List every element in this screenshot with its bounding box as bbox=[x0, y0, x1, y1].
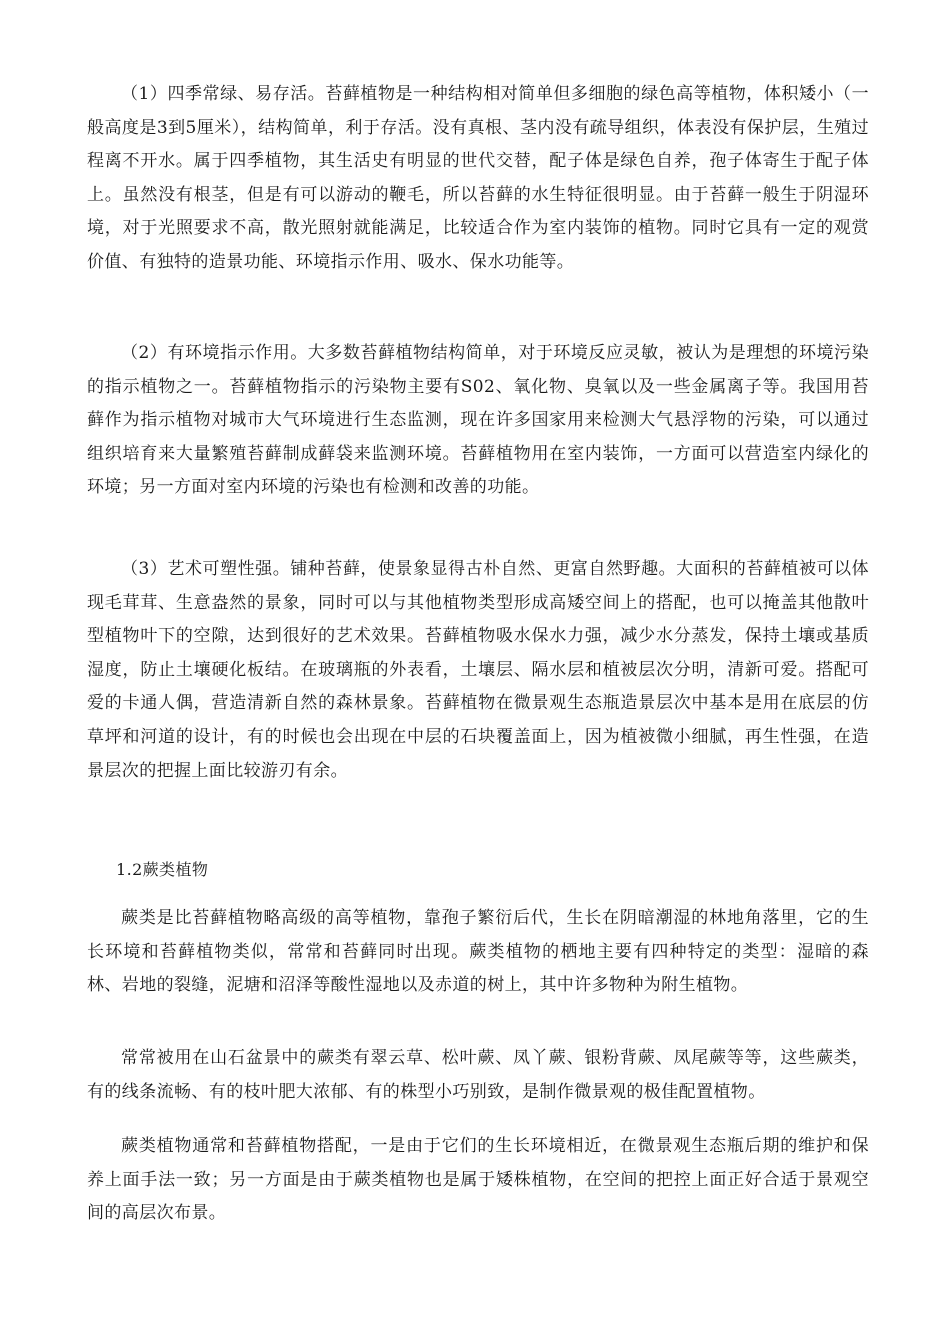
paragraph-fern-habitat: 蕨类是比苔藓植物略高级的高等植物，靠孢子繁衍后代，生长在阴暗潮湿的林地角落里，它的生长环境和苔藓植物类似，常常和苔藓同时出现。蕨类植物的栖地主要有四种特定的类型：湿暗的森林、岩地的裂缝，泥塘和沼泽等酸性湿地以及赤道的树上，其中许多物种为附生植物。 bbox=[87, 908, 869, 996]
paragraph-fern-moss-pairing: 蕨类植物通常和苔藓植物搭配，一是由于它们的生长环境相近，在微景观生态瓶后期的维护和保养上面手法一致；另一方面是由于蕨类植物也是属于矮株植物，在空间的把控上面正好合适于景观空间的高层次布景。 bbox=[87, 1136, 869, 1224]
section-heading-ferns: 1.2蕨类植物 bbox=[116, 860, 209, 879]
paragraph-environment-indicator: （2）有环境指示作用。大多数苔藓植物结构简单，对于环境反应灵敏，被认为是理想的环境污染的指示植物之一。苔藓植物指示的污染物主要有S02、氧化物、臭氧以及一些金属离子等。我国用苔藓作为指示植物对城市大气环境进行生态监测，现在许多国家用来检测大气悬浮物的污染，可以通过组织培育来大量繁殖苔藓制成藓袋来监测环境。苔藓植物用在室内装饰，一方面可以营造室内绿化的环境；另一方面对室内环境的污染也有检测和改善的功能。 bbox=[87, 343, 869, 498]
paragraph-evergreen: （1）四季常绿、易存活。苔藓植物是一种结构相对简单但多细胞的绿色高等植物，体积矮小（一般高度是3到5厘米），结构简单，利于存活。没有真根、茎内没有疏导组织，体表没有保护层，生殖过程离不开水。属于四季植物，其生活史有明显的世代交替，配子体是绿色自养，孢子体寄生于配子体上。虽然没有根茎，但是有可以游动的鞭毛，所以苔藓的水生特征很明显。由于苔藓一般生于阴湿环境，对于光照要求不高，散光照射就能满足，比较适合作为室内装饰的植物。同时它具有一定的观赏价值、有独特的造景功能、环境指示作用、吸水、保水功能等。 bbox=[87, 84, 869, 272]
paragraph-fern-species: 常常被用在山石盆景中的蕨类有翠云草、松叶蕨、凤丫蕨、银粉背蕨、凤尾蕨等等，这些蕨类，有的线条流畅、有的枝叶肥大浓郁、有的株型小巧别致，是制作微景观的极佳配置植物。 bbox=[87, 1048, 869, 1102]
paragraph-artistic-plasticity: （3）艺术可塑性强。铺种苔藓，使景象显得古朴自然、更富自然野趣。大面积的苔藓植被可以体现毛茸茸、生意盎然的景象，同时可以与其他植物类型形成高矮空间上的搭配，也可以掩盖其他散叶型植物叶下的空隙，达到很好的艺术效果。苔藓植物吸水保水力强，减少水分蒸发，保持土壤或基质湿度，防止土壤硬化板结。在玻璃瓶的外表看，土壤层、隔水层和植被层次分明，清新可爱。搭配可爱的卡通人偶，营造清新自然的森林景象。苔藓植物在微景观生态瓶造景层次中基本是用在底层的仿草坪和河道的设计，有的时候也会出现在中层的石块覆盖面上，因为植被微小细腻，再生性强，在造景层次的把握上面比较游刃有余。 bbox=[87, 559, 869, 781]
